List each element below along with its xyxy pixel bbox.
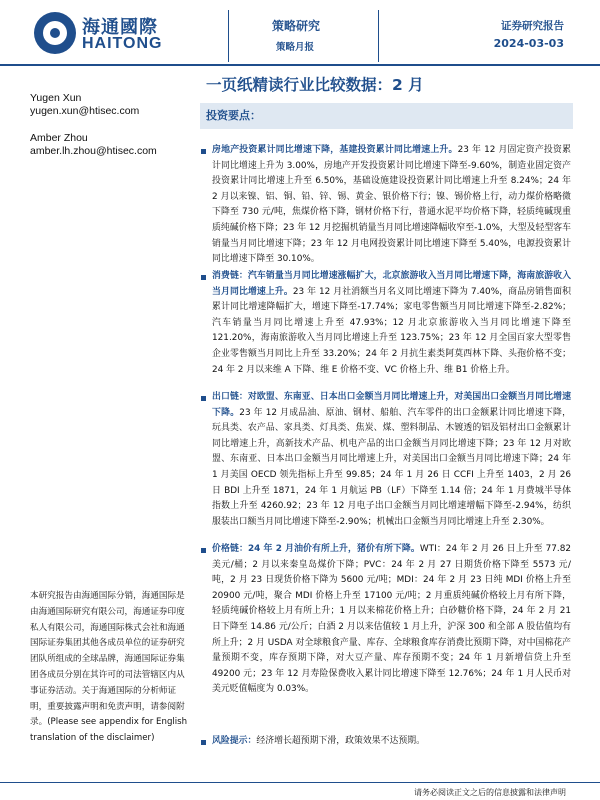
item-body: 23 年 12 月固定资产投资累计同比增速上升为 3.00%，房地产开发投资累计同比增速下降至-9.60%，制造业固定资产投资累计同比增速上升至 6.50%，基础设施建设投资累计同比增速上升至 8.24%；24 年 2 月以来镍、铝、铜、铅、锌、锡、黄金、银价格下行；镍、锡价格上行，动力煤价格略微下降至 730 元/吨，焦煤价格下降，钢材价格下行，普通水泥平均价格下降，轻质纯碱现重质纯碱价格下降；23 年 12 月挖掘机销量当月同比增速降幅收窄至-1.0%，大型及轻型客车销量当月同比增速下降；23 年 12 月电网投资累计同比增速下降至 5.40%，电源投资累计同比增速下降至 30.10%。 [212, 145, 571, 265]
haitong-logo-icon [34, 12, 76, 54]
key-point-item [201, 542, 571, 698]
report-date: 2024-03-03 [493, 37, 564, 50]
item-heading: 风险提示： [212, 736, 257, 746]
item-body: 经济增长超预期下滑，政策效果不达预期。 [256, 736, 425, 746]
item-heading: 消费链：汽车销量当月同比增速涨幅扩大，北京旅游收入当月同比增速下降，海南旅游收入当月同比增速上升。 [212, 271, 571, 297]
bullet-icon [201, 275, 206, 280]
author-name: Yugen Xun [30, 92, 82, 104]
footer-notice: 请务必阅读正文之后的信息披露和法律声明 [414, 788, 566, 797]
header-rule [0, 64, 600, 66]
bullet-icon [201, 740, 206, 745]
logo-english-text: HAITONG [82, 35, 163, 52]
item-body: WTI：24 年 2 月 26 日上升至 77.82 美元/桶；2 月以来秦皇岛煤价下降；PVC：24 年 2 月 27 日期货价格下降至 5573 元/吨，2 月 23 日现货价格下降为 5600 元/吨；MDI：24 年 2 月 23 日纯 MDI 价格上升至 20900 元/吨，聚合 MDI 价格上升至 17100 元/吨；2 月重质纯碱价格较上月有所下降，轻质纯碱价格较上月有所上升；1 月以来棉花价格上升；白砂糖价格下降，24 年 2 月 21 日下降至 14.86 元/公斤；白酒 2 月以来估值较 1 月上升，沪深 300 和全部 A 股估值均有所上升；2 月 USDA 对全球粮食产量、库存、全球粮食库存消费比预期下降，对中国棉花产量预期不变，库存预期下降，对大豆产量、库存预期不变；24 年 1 月新增信贷上升至 49200 元；23 年 12 月寿险保费收入累计同比增速下降至 12.76%；24 年 1 月人民币对美元贬值幅度为 0.03%。 [212, 544, 571, 695]
report-title: 一页纸精读行业比较数据：2 月 [206, 76, 424, 94]
section-title: 投资要点： [206, 109, 261, 122]
disclaimer-text: 本研究报告由海通国际分销，海通国际是由海通国际研究有限公司，海通证券印度私人有限公司，海通国际株式会社和海通国际证券集团其他各成员单位的证券研究团队所组成的全球品牌，海通国际证券集团各成员分别在其许可的司法管辖区内从事证券活动。关于海通国际的分析师证明，重要披露声明和免责声明，请参阅附录。(Please see appendix for English translation of the disclaimer) [30, 591, 188, 744]
report-category: 策略研究 [272, 19, 321, 33]
author-email[interactable]: amber.lh.zhou@htisec.com [30, 145, 157, 157]
item-heading: 房地产投资累计同比增速下降，基建投资累计同比增速上升。 [212, 145, 458, 155]
header-divider [228, 10, 229, 62]
author-list [30, 92, 195, 172]
report-type: 策略月报 [276, 42, 315, 53]
report-label: 证券研究报告 [501, 20, 564, 32]
item-body: 23 年 12 月成品油、原油、钢材、船舶、汽车零件的出口金额累计同比增速下降，玩具类、农产品、家具类、灯具类、焦炭、煤、塑料制品、木镀透的铝及铝材出口金额累计同比增速上升，高新技术产品、机电产品的出口金额当月同比增速下降；23 年 12 月对欧盟、东南亚、日本出口金额当月同比增速上升，对美国出口金额当月同比增速下降；24 年 1 月美国 OECD 领先指标上升至 99.85；24 年 1 月 26 日 CCFI 上升至 1403，2 月 26 日 BDI 上升至 1871，24 年 1 月航运 PB（LF）下降至 1.14 倍；24 年 1 月费城半导体指数上升至 4260.92；23 年 12 月电子出口金额当月同比增速增幅下降至-2.94%，纺织服装出口额当月同比增速下降至-2.90%；机械出口金额当月同比增速上升至 2.30%。 [212, 407, 572, 527]
bullet-icon [201, 548, 206, 553]
footer-rule [0, 782, 600, 783]
header-divider [378, 10, 379, 62]
key-points-section [200, 103, 573, 129]
key-point-item [201, 734, 571, 750]
author-name: Amber Zhou [30, 132, 88, 144]
section-header [200, 103, 573, 129]
author-entry [30, 132, 195, 158]
item-heading: 价格链：24 年 2 月油价有所上升，猪价有所下降。 [212, 544, 420, 554]
bullet-icon [201, 149, 206, 154]
haitong-logo [34, 12, 202, 54]
logo-chinese-text: 海通國際 [82, 17, 158, 38]
report-header [0, 0, 600, 66]
author-email[interactable]: yugen.xun@htisec.com [30, 105, 140, 117]
author-entry [30, 92, 195, 118]
item-body: 23 年 12 月社消额当月名义同比增速下降为 7.40%，商品房销售面积累计同比增速降幅扩大，增速下降至-17.74%；家电零售额当月同比增速下降至-2.82%；汽车销量当月同比增速上升至 47.93%；12 月北京旅游收入当月同比增速下降至 121.20%，海南旅游收入当月同比增速上升至 123.75%；23 年 12 月全国百家大型零售企业零售额当月同比上升至 33.20%；24 年 2 月抗生素类阿莫西林下降、头孢价格不变；24 年 2 月以来维 A 下降、维 E 价格不变、VC 价格上升、维 B1 价格上升。 [212, 286, 572, 375]
key-point-item [201, 143, 571, 268]
key-point-item [201, 390, 571, 530]
bullet-icon [201, 396, 206, 401]
item-heading: 出口链：对欧盟、东南亚、日本出口金额当月同比增速上升，对美国出口金额当月同比增速下降。 [212, 392, 571, 418]
key-point-item [201, 269, 571, 378]
